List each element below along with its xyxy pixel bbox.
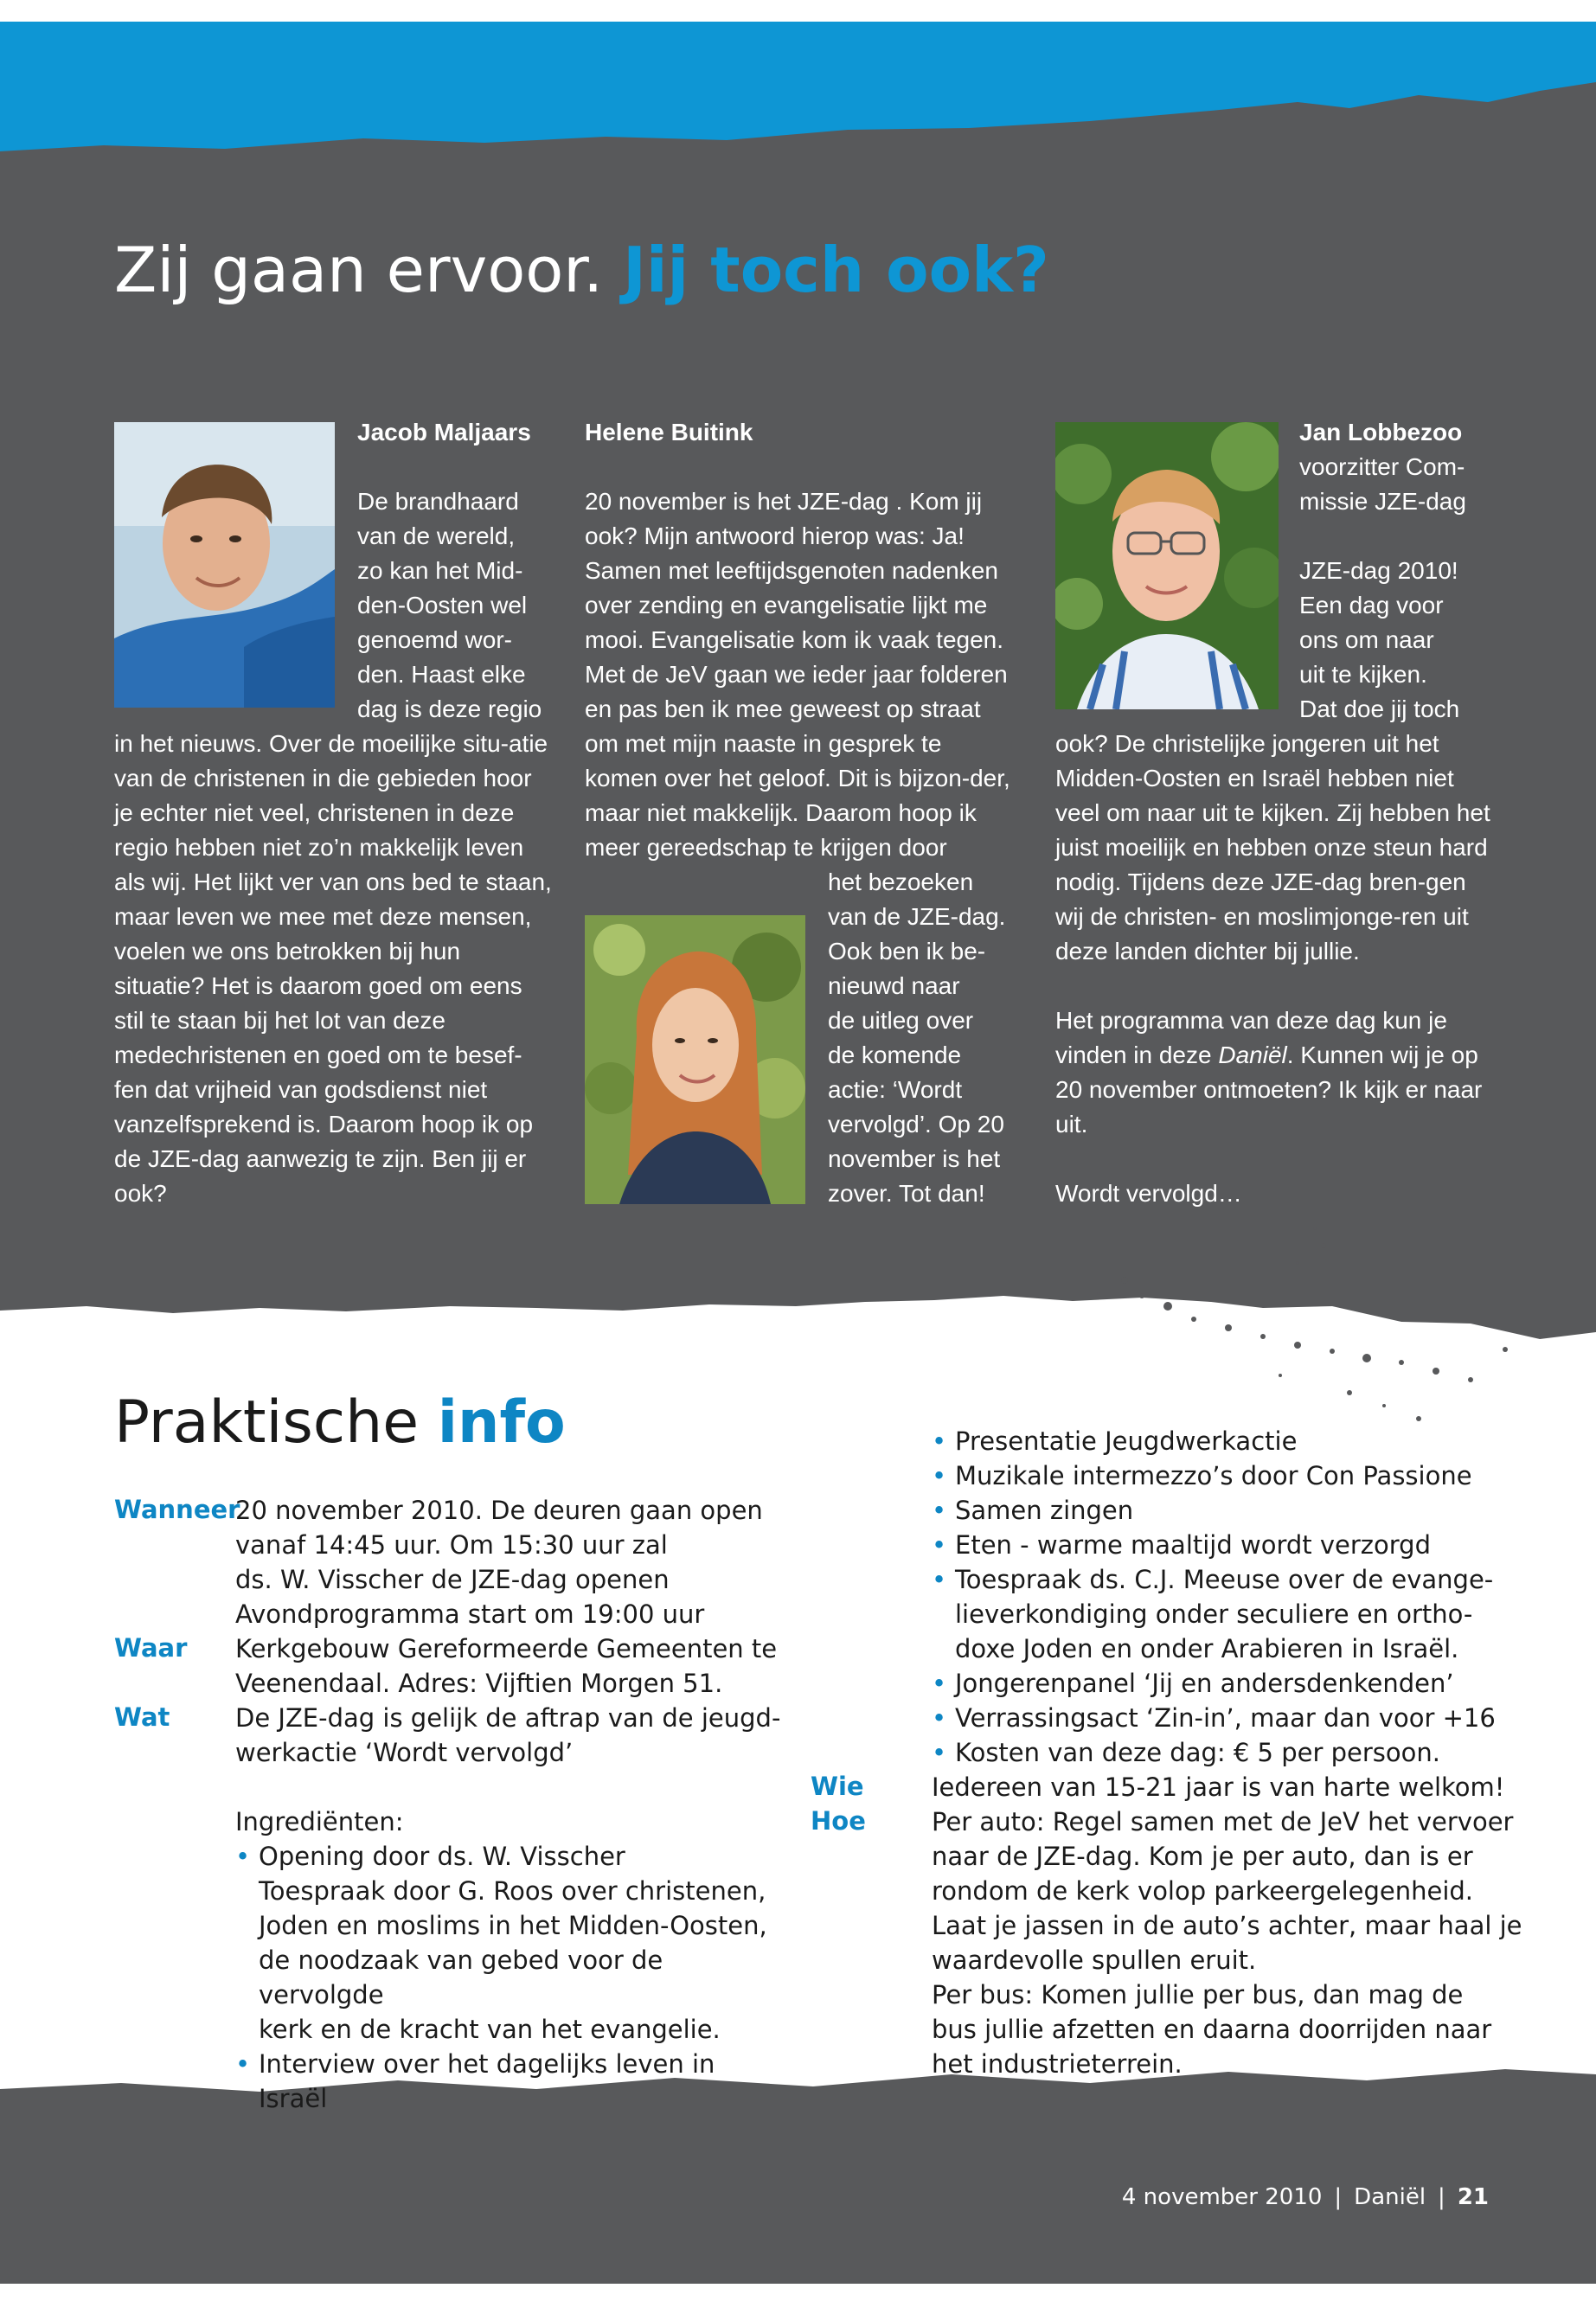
article-closing: Wordt vervolgd… [1055,1180,1242,1207]
label-wie: Wie [811,1772,864,1801]
intro-line: zo kan het Mid- [357,557,523,584]
info-line: 20 november 2010. De deuren gaan open [235,1496,763,1525]
label-hoe: Hoe [811,1806,866,1836]
article-body: 20 november is het JZE-dag . Kom jij ook? Mijn antwoord hierop was: Ja! Samen met leeftijdsgenoten nadenken over zending en evangelisatie lijkt me mooi. Evangelisatie kom ik vaak tegen. Met de JeV gaan we ieder jaar folderen en pas ben ik mee geweest op straat om met mijn naaste in gesprek te komen over het geloof. Dit is bijzon-der, maar niet makkelijk. Daarom hoop ik meer gereedschap te krijgen door [585,488,1010,861]
blank-line [235,1770,789,1804]
info-line: rondom de kerk volop parkeergelegenheid. [932,1876,1474,1906]
list-item [235,2047,789,2116]
info-line: Per auto: Regel samen met de JeV het vervoer [932,1807,1514,1836]
info-title-plain: Praktische [114,1388,420,1457]
list-item [235,1839,789,2047]
list-line: kerk en de kracht van het evangelie. [259,2015,721,2044]
role-line: missie JZE-dag [1299,488,1466,515]
list-item [932,1424,1537,1458]
info-line: Veenendaal. Adres: Vijftien Morgen 51. [235,1669,723,1698]
ingredients-list-left [235,1839,789,2116]
author-name-jacob: Jacob Maljaars [357,419,531,445]
footer-separator: | [1334,2184,1343,2210]
photo-jacob-maljaars [114,422,335,708]
intro-line: De brandhaard [357,488,519,515]
label-wat: Wat [114,1702,170,1732]
info-line: waardevolle spullen eruit. [932,1945,1257,1975]
list-line: • Toespraak ds. C.J. Meeuse over de evange- [955,1565,1494,1594]
page-footer [1122,2184,1489,2210]
wrap-line: van de JZE-dag. [828,903,1006,930]
info-left-text [235,1493,789,2116]
article-helene [585,415,1017,865]
article-jacob-body [114,727,555,1246]
list-line: • Presentatie Jeugdwerkactie [955,1426,1298,1456]
info-line: vanaf 14:45 uur. Om 15:30 uur zal [235,1530,668,1560]
list-line: doxe Joden en onder Arabieren in Israël. [955,1634,1459,1663]
list-line: • Verrassingsact ‘Zin-in’, maar dan voor +16 [955,1703,1496,1733]
info-line: Laat je jassen in de auto’s achter, maar haal je [932,1911,1522,1940]
footer-magazine: Daniël [1354,2184,1426,2210]
list-line: • Jongerenpanel ‘Jij en andersdenkenden’ [955,1669,1454,1698]
ingredients-list-right [932,1424,1537,1770]
intro-line: ons om naar [1299,626,1434,653]
wrap-line: zover. Tot dan! [828,1180,985,1207]
list-line: • Interview over het dagelijks leven in Israël [259,2049,715,2113]
article-jan-intro [1299,415,1498,727]
wrap-line: november is het [828,1145,1001,1172]
article-helene-wrap [828,865,1018,1211]
role-line: voorzitter Com- [1299,453,1465,480]
intro-line: Dat doe jij toch [1299,695,1460,722]
list-line: de noodzaak van gebed voor de vervolgde [259,1945,663,2009]
intro-line: den-Oosten wel [357,592,528,619]
author-name-helene: Helene Buitink [585,419,753,445]
wrap-line: de komende [828,1042,962,1068]
ingredients-label: Ingrediënten: [235,1807,404,1836]
intro-line: JZE-dag 2010! [1299,557,1458,584]
page-number: 21 [1457,2184,1489,2210]
label-wanneer: Wanneer [114,1495,240,1524]
page-title [114,234,1049,306]
title-accent: Jij toch ook? [623,234,1049,306]
intro-line: den. Haast elke [357,661,526,688]
footer-separator: | [1438,2184,1445,2210]
wrap-line: actie: ‘Wordt [828,1076,963,1103]
info-line: Kerkgebouw Gereformeerde Gemeenten te [235,1634,778,1663]
article-body: ook? De christelijke jongeren uit het Midden-Oosten en Israël hebben niet veel om naar uit te kijken. Zij hebben het juist moeilijk en hebben onze steun hard nodig. Tijdens deze JZE-dag bren-gen wij de christen- en moslimjonge-ren uit deze landen dichter bij jullie. [1055,730,1490,965]
title-plain: Zij gaan ervoor. [114,234,604,306]
list-line: Joden en moslims in het Midden-Oosten, [259,1911,767,1940]
article-jacob-intro [357,415,548,727]
text-run: . Kunnen wij je op 20 november ontmoeten? Ik kijk er naar uit. [1055,1042,1483,1138]
intro-line: Een dag voor [1299,592,1444,619]
list-item [932,1458,1537,1493]
list-item [932,1666,1537,1701]
info-line: Iedereen van 15-21 jaar is van harte welkom! [932,1772,1505,1802]
list-line: lieverkondiging onder seculiere en ortho- [955,1599,1473,1629]
info-line: ds. W. Visscher de JZE-dag openen [235,1565,670,1594]
author-name-jan: Jan Lobbezoo [1299,419,1463,445]
wrap-line: de uitleg over [828,1007,974,1034]
photo-helene-buitink [585,915,805,1204]
info-line: naar de JZE-dag. Kom je per auto, dan is er [932,1842,1473,1871]
list-line: • Opening door ds. W. Visscher [259,1842,625,1871]
info-line: Avondprogramma start om 19:00 uur [235,1599,705,1629]
info-line: Per bus: Komen jullie per bus, dan mag de [932,1980,1464,2009]
info-title-accent: info [437,1388,566,1457]
list-item [932,1528,1537,1562]
intro-line: dag is deze regio [357,695,542,722]
list-line: • Muzikale intermezzo’s door Con Passione [955,1461,1472,1490]
intro-line: genoemd wor- [357,626,512,653]
list-item [932,1493,1537,1528]
wrap-line: vervolgd’. Op 20 [828,1111,1004,1138]
info-right-text [932,1770,1554,2081]
wrap-line: Ook ben ik be- [828,938,986,965]
list-item [932,1701,1537,1735]
info-line: werkactie ‘Wordt vervolgd’ [235,1738,574,1767]
label-waar: Waar [114,1633,188,1663]
wrap-line: nieuwd naar [828,972,960,999]
intro-line: uit te kijken. [1299,661,1427,688]
text-run: Het programma van deze dag kun je vinden in deze [1055,1007,1447,1068]
photo-jan-lobbezoo [1055,422,1279,709]
article-jan-body [1055,727,1497,1246]
list-line: • Eten - warme maaltijd wordt verzorgd [955,1530,1431,1560]
list-item [932,1562,1537,1666]
list-item [932,1735,1537,1770]
info-title [114,1388,566,1457]
list-line: Toespraak door G. Roos over christenen, [259,1876,766,1906]
magazine-name: Daniël [1218,1042,1287,1068]
article-body-2 [1055,1003,1497,1142]
article-body: in het nieuws. Over de moeilijke situ-atie van de christenen in die gebieden hoor je echter niet veel, christenen in deze regio hebben niet zo’n makkelijk leven als wij. Het lijkt ver van ons bed te staan, maar leven we mee met deze mensen, voelen we ons betrokken bij hun situatie? Het is daarom goed om eens stil te staan bij het lot van deze medechristenen en goed om te besef-fen dat vrijheid van godsdienst niet vanzelfsprekend is. Daarom hoop ik op de JZE-dag aanwezig te zijn. Ben jij er ook? [114,730,552,1207]
list-line: • Samen zingen [955,1496,1134,1525]
info-line: bus jullie afzetten en daarna doorrijden naar [932,2015,1492,2044]
info-line: De JZE-dag is gelijk de aftrap van de jeugd- [235,1703,781,1733]
wrap-line: het bezoeken [828,868,974,895]
intro-line: van de wereld, [357,522,516,549]
footer-date: 4 november 2010 [1121,2184,1323,2210]
list-line: • Kosten van deze dag: € 5 per persoon. [955,1738,1440,1767]
info-line: het industrieterrein. [932,2049,1183,2079]
